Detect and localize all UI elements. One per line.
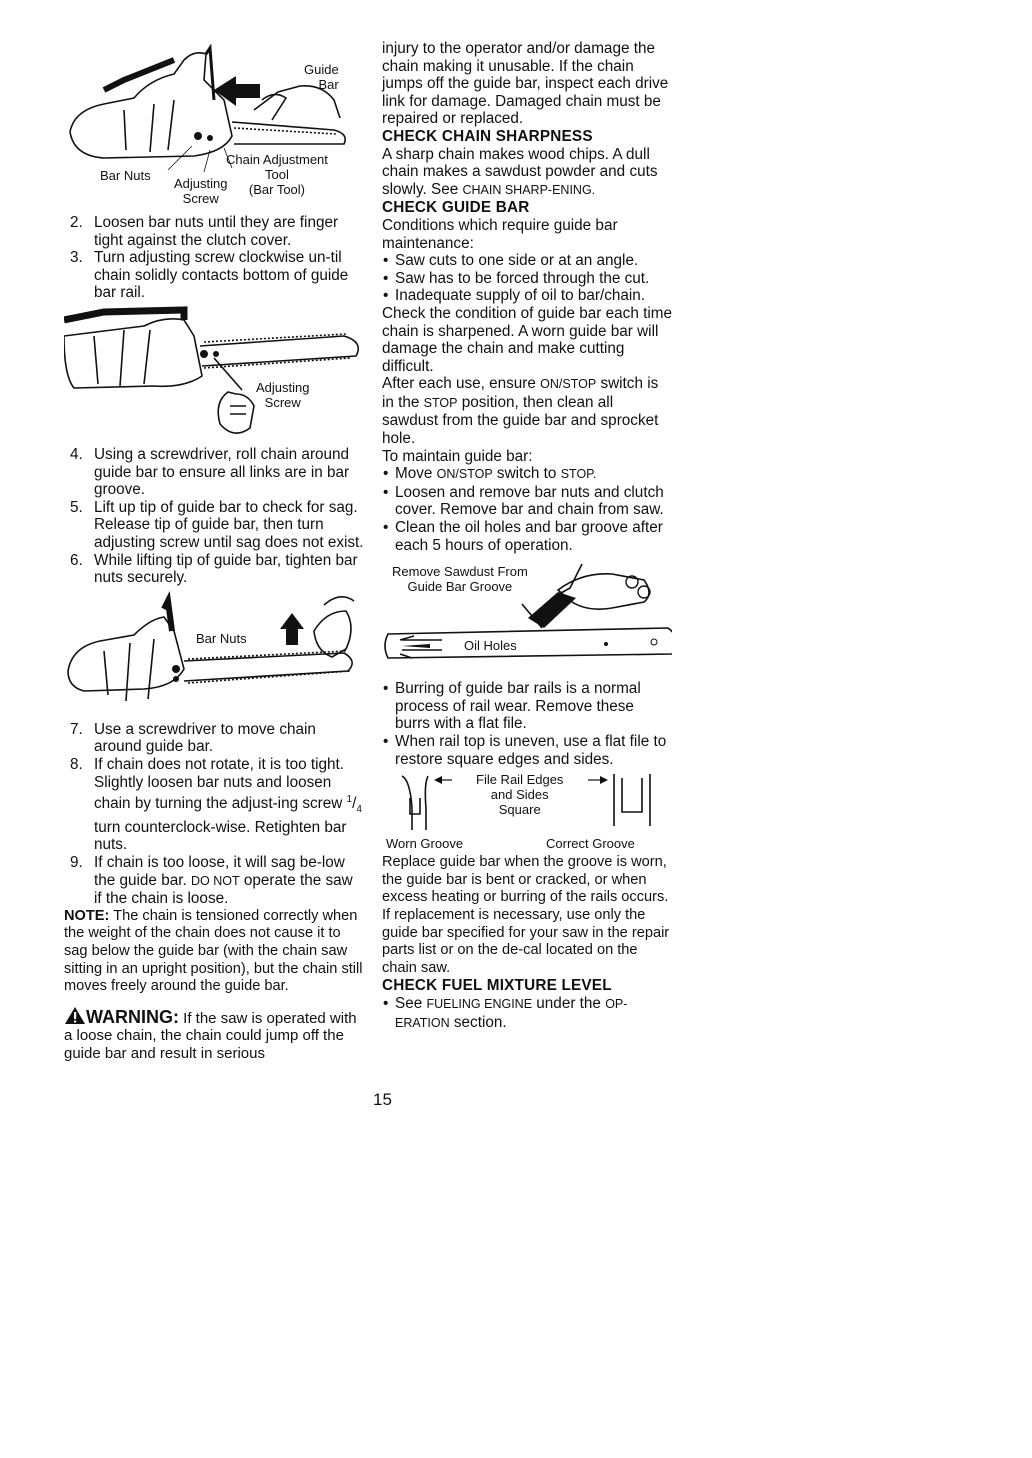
warning-icon <box>64 1006 86 1025</box>
after-use-paragraph: After each use, ensure ON/STOP switch is in the STOP position, then clean all sawdust from the guide bar and sprocket hole. <box>382 375 659 448</box>
label-guide-bar: Guide Bar <box>304 62 339 92</box>
fuel-list <box>382 995 672 1032</box>
note-paragraph <box>64 908 364 996</box>
figure-chain-adjustment <box>64 40 364 212</box>
label-adjusting-screw: Adjusting Screw <box>256 379 310 410</box>
step-text: If chain does not rotate, it is too tight. Slightly loosen bar nuts and loosen chain by turning the adjust-ing screw $^1/_4$ turn counterclock-wise. Retighten bar nuts. <box>94 755 362 854</box>
step-text: Loosen bar nuts until they are finger tight against the clutch cover. <box>94 214 339 249</box>
label-file-rail-edges: File Rail Edges and Sides Square <box>476 772 564 818</box>
heading-guide-bar: CHECK GUIDE BAR <box>382 199 530 217</box>
sharpness-paragraph: A sharp chain makes wood chips. A dull chain makes a sawdust powder and cuts slowly. See CHAIN SHARP-ENING. <box>382 145 658 198</box>
list-item: • Burring of guide bar rails is a normal process of rail wear. Remove these burrs with a flat file. <box>382 680 672 733</box>
label-chain-adjustment-tool: Chain Adjustment Tool (Bar Tool) <box>226 152 328 197</box>
label-worn-groove: Worn Groove <box>386 836 464 852</box>
steps-list-a <box>64 214 364 302</box>
list-item <box>64 249 364 302</box>
label-bar-nuts: Bar Nuts <box>100 168 151 183</box>
figure-bar-nuts <box>64 591 364 721</box>
list-item <box>64 214 364 249</box>
warning-paragraph <box>64 1006 364 1063</box>
guide-intro: Conditions which require guide bar maintenance: <box>382 216 618 252</box>
chainsaw-illustration-2 <box>64 306 364 446</box>
step-number: 3. <box>70 249 83 267</box>
figure-guide-bar-groove <box>382 558 672 676</box>
list-item <box>64 854 364 908</box>
guide-conditions-list <box>382 252 672 305</box>
label-oil-holes: Oil Holes <box>464 638 517 654</box>
label-correct-groove: Correct Groove <box>546 836 635 852</box>
list-item <box>64 756 364 854</box>
list-item <box>64 721 364 756</box>
page-number: 15 <box>373 1090 392 1109</box>
right-column <box>382 40 672 1032</box>
continued-text: injury to the operator and/or damage the chain making it unusable. If the chain jumps off the guide bar, inspect each drive link for damage. Damaged chain must be repaired or replaced. <box>382 40 669 128</box>
figure-groove-comparison <box>382 768 672 854</box>
step-text: While lifting tip of guide bar, tighten bar nuts securely. <box>94 551 358 587</box>
step-number: 2. <box>70 214 83 231</box>
list-item: • See FUELING ENGINE under the OP-ERATION section. <box>382 995 672 1032</box>
label-remove-sawdust: Remove Sawdust From Guide Bar Groove <box>392 564 528 595</box>
left-column <box>64 40 364 1062</box>
burr-list <box>382 680 672 768</box>
heading-fuel-mixture: CHECK FUEL MIXTURE LEVEL <box>382 977 612 995</box>
list-item: • When rail top is uneven, use a flat file to restore square edges and sides. <box>382 733 672 768</box>
label-adjusting-screw: Adjusting Screw <box>174 176 228 206</box>
note-label: NOTE: <box>64 907 110 924</box>
heading-chain-sharpness: CHECK CHAIN SHARPNESS <box>382 127 593 145</box>
replace-paragraph: Replace guide bar when the groove is worn, the guide bar is bent or cracked, or when excess heating or burring of the rails occurs. If replacement is necessary, use only the guide bar specified for your saw in the repair parts list or on the de-cal located on the chain saw. <box>382 854 670 976</box>
step-text: Lift up tip of guide bar to check for sag. Release tip of guide bar, then turn adjusting screw until sag does not exist. <box>94 498 364 551</box>
list-item: • Saw has to be forced through the cut. <box>382 270 672 288</box>
step-number: 6. <box>70 551 83 569</box>
list-item <box>64 552 364 587</box>
step-text: If chain is too loose, it will sag be-low the guide bar. DO NOT operate the saw if the chain is loose. <box>94 854 353 908</box>
figure-adjusting-screw <box>64 306 364 446</box>
step-text: Turn adjusting screw clockwise un-til chain solidly contacts bottom of guide bar rail. <box>94 249 349 302</box>
steps-list-b <box>64 446 364 587</box>
list-item <box>64 446 364 499</box>
maintain-list <box>382 465 672 554</box>
step-number: 7. <box>70 720 83 738</box>
list-item: • Loosen and remove bar nuts and clutch cover. Remove bar and chain from saw. <box>382 484 672 519</box>
note-text: The chain is tensioned correctly when the weight of the chain does not cause it to sag below the guide bar (with the chain saw sitting in an upright position), but the chain still moves freely around the guide bar. <box>64 907 363 995</box>
list-item: • Clean the oil holes and bar groove after each 5 hours of operation. <box>382 519 672 554</box>
list-item <box>64 499 364 552</box>
step-text: Using a screwdriver, roll chain around guide bar to ensure all links are in bar groove. <box>94 445 350 499</box>
step-number: 8. <box>70 755 83 773</box>
list-item: • Saw cuts to one side or at an angle. <box>382 252 672 270</box>
list-item: • Inadequate supply of oil to bar/chain. <box>382 287 672 305</box>
list-item: • Move ON/STOP switch to STOP. <box>382 465 672 484</box>
chainsaw-illustration-3 <box>64 591 364 721</box>
step-number: 5. <box>70 498 83 516</box>
warning-text: If the saw is operated with a loose chain, the chain could jump off the guide bar and result in serious <box>64 1009 357 1062</box>
step-text: Use a screwdriver to move chain around guide bar. <box>94 720 316 756</box>
steps-list-c <box>64 721 364 908</box>
step-number: 9. <box>70 854 83 872</box>
maintain-intro: To maintain guide bar: <box>382 447 533 465</box>
warning-label: WARNING: <box>86 1006 179 1027</box>
step-number: 4. <box>70 445 83 463</box>
guide-check-paragraph: Check the condition of guide bar each time chain is sharpened. A worn guide bar will damage the chain and make cutting difficult. <box>382 304 672 375</box>
label-bar-nuts: Bar Nuts <box>196 630 247 646</box>
